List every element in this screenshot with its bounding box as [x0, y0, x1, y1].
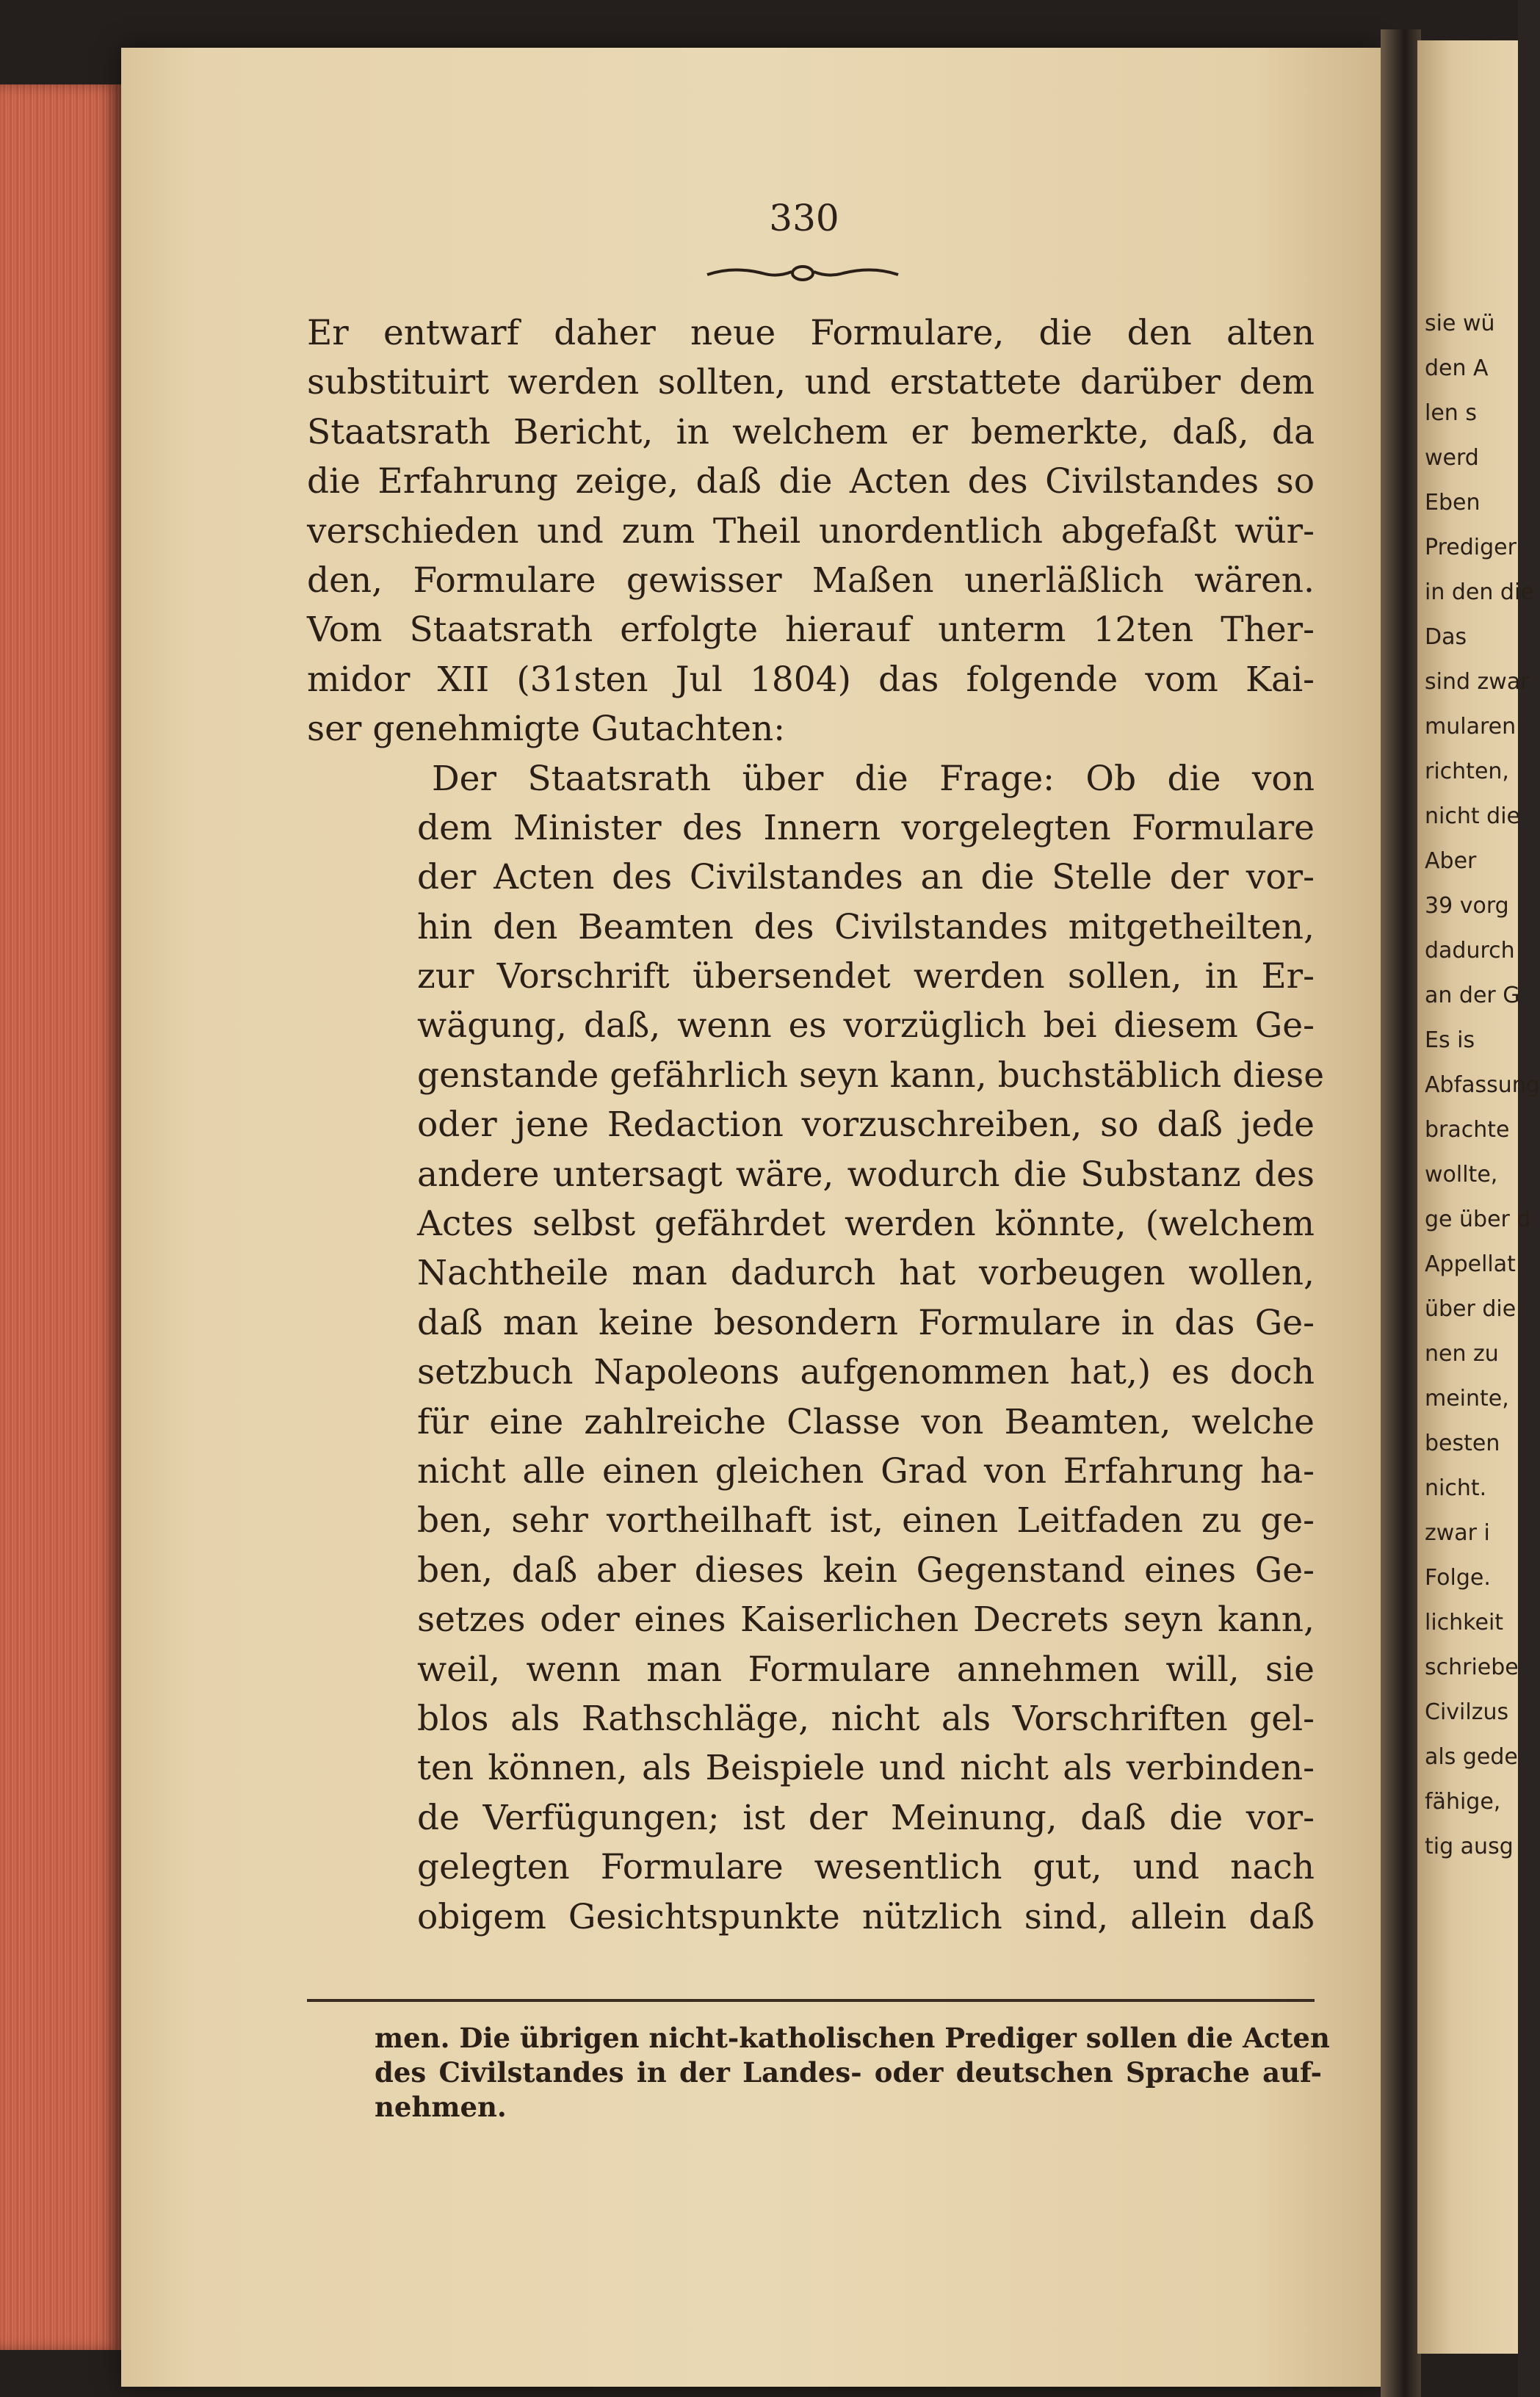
- facing-page-line: an der G: [1425, 983, 1520, 1008]
- facing-page-line: mularen: [1425, 714, 1516, 740]
- facing-page-line: schriebe: [1425, 1655, 1519, 1680]
- text-line: verschieden und zum Theil unordentlich abgefaßt wür-: [307, 510, 1315, 552]
- facing-page-line: nen zu: [1425, 1341, 1499, 1367]
- footnote: [375, 2021, 1330, 2125]
- facing-page-line: len s: [1425, 400, 1477, 426]
- facing-page-line: besten: [1425, 1431, 1500, 1456]
- facing-page-text: [1425, 301, 1540, 1869]
- text-line: substituirt werden sollten, und erstattete darüber dem: [307, 362, 1315, 403]
- ornament-divider: [704, 263, 902, 283]
- text-line: gelegten Formulare wesentlich gut, und nach: [417, 1847, 1315, 1888]
- text-line: ben, sehr vortheilhaft ist, einen Leitfaden zu ge-: [417, 1500, 1315, 1541]
- book-gutter: [1381, 29, 1421, 2397]
- text-line: Vom Staatsrath erfolgte hierauf unterm 12ten Ther-: [307, 610, 1315, 651]
- facing-page-line: Appellat: [1425, 1251, 1516, 1277]
- page-edges: [0, 84, 121, 2350]
- facing-page-line: nicht.: [1425, 1475, 1487, 1501]
- text-line: hin den Beamten des Civilstandes mitgetheilten,: [417, 906, 1315, 947]
- facing-page-line: zwar i: [1425, 1520, 1490, 1546]
- facing-page-line: tig ausg: [1425, 1834, 1514, 1859]
- text-line: setzbuch Napoleons aufgenommen hat,) es doch: [417, 1352, 1315, 1393]
- facing-page-line: über die: [1425, 1296, 1516, 1322]
- facing-page-line: Aber: [1425, 848, 1477, 874]
- text-line: ser genehmigte Gutachten:: [307, 709, 786, 750]
- facing-page-line: nicht die: [1425, 803, 1520, 829]
- text-line: de Verfügungen; ist der Meinung, daß die vor-: [417, 1797, 1315, 1838]
- facing-page-line: Das: [1425, 624, 1467, 650]
- text-line: für eine zahlreiche Classe von Beamten, welche: [417, 1401, 1315, 1442]
- page-number: 330: [769, 197, 839, 239]
- main-text: [307, 308, 1325, 1942]
- text-line: Er entwarf daher neue Formulare, die den alten: [307, 313, 1315, 353]
- footnote-line: men. Die übrigen nicht-katholischen Prediger sollen die Acten: [375, 2022, 1330, 2054]
- facing-page-line: Civilzus: [1425, 1699, 1509, 1725]
- facing-page-line: werd: [1425, 445, 1479, 471]
- facing-page-line: Abfassung: [1425, 1072, 1540, 1098]
- text-line: weil, wenn man Formulare annehmen will, sie: [417, 1649, 1315, 1690]
- text-line: obigem Gesichtspunkte nützlich sind, allein daß: [417, 1896, 1315, 1937]
- footnote-line: nehmen.: [375, 2091, 507, 2123]
- text-line: daß man keine besondern Formulare in das Ge-: [417, 1302, 1315, 1343]
- facing-page-line: 39 vorg: [1425, 893, 1509, 919]
- text-line: die Erfahrung zeige, daß die Acten des Civilstandes so: [307, 461, 1315, 502]
- text-line: Staatsrath Bericht, in welchem er bemerkte, daß, da: [307, 411, 1315, 452]
- text-line: Der Staatsrath über die Frage: Ob die von: [432, 758, 1315, 799]
- text-line: blos als Rathschläge, nicht als Vorschriften gel-: [417, 1698, 1315, 1739]
- text-line: der Acten des Civilstandes an die Stelle der vor-: [417, 857, 1315, 898]
- facing-page-line: ge über d: [1425, 1207, 1531, 1232]
- text-line: dem Minister des Innern vorgelegten Formulare: [417, 807, 1315, 848]
- facing-page-line: den A: [1425, 355, 1489, 381]
- text-line: nicht alle einen gleichen Grad von Erfahrung ha-: [417, 1450, 1315, 1492]
- facing-page-line: dadurch: [1425, 938, 1515, 964]
- footnote-rule: [307, 1999, 1315, 2002]
- facing-page-line: Prediger: [1425, 535, 1516, 560]
- text-line: zur Vorschrift übersendet werden sollen, in Er-: [417, 956, 1315, 997]
- facing-page-line: als gede: [1425, 1744, 1518, 1770]
- facing-page-line: Folge.: [1425, 1565, 1491, 1591]
- text-line: ben, daß aber dieses kein Gegenstand eines Ge-: [417, 1550, 1315, 1591]
- facing-page-line: Es is: [1425, 1027, 1475, 1053]
- text-line: setzes oder eines Kaiserlichen Decrets seyn kann,: [417, 1599, 1315, 1641]
- text-line: andere untersagt wäre, wodurch die Substanz des: [417, 1154, 1315, 1195]
- facing-page-line: fähige,: [1425, 1789, 1501, 1815]
- text-line: wägung, daß, wenn es vorzüglich bei diesem Ge-: [417, 1005, 1315, 1046]
- text-line: Nachtheile man dadurch hat vorbeugen wollen,: [417, 1253, 1315, 1294]
- facing-page-line: in den die: [1425, 579, 1534, 605]
- facing-page-line: wollte,: [1425, 1162, 1498, 1187]
- text-line: midor XII (31sten Jul 1804) das folgende vom Kai-: [307, 659, 1315, 700]
- text-line: oder jene Redaction vorzuschreiben, so daß jede: [417, 1104, 1315, 1146]
- facing-page-line: sie wü: [1425, 311, 1495, 336]
- facing-page-line: richten,: [1425, 759, 1509, 784]
- facing-page-line: sind zwar: [1425, 669, 1530, 695]
- text-line: genstande gefährlich seyn kann, buchstäblich diese: [417, 1055, 1325, 1096]
- footnote-line: des Civilstandes in der Landes- oder deutschen Sprache auf-: [375, 2056, 1322, 2089]
- facing-page-line: Eben: [1425, 490, 1481, 516]
- facing-page-line: brachte: [1425, 1117, 1510, 1143]
- text-line: Actes selbst gefährdet werden könnte, (welchem: [417, 1204, 1315, 1245]
- facing-page-line: meinte,: [1425, 1386, 1509, 1411]
- text-line: den, Formulare gewisser Maßen unerläßlich wären.: [307, 560, 1315, 601]
- text-line: ten können, als Beispiele und nicht als verbinden-: [417, 1748, 1315, 1789]
- facing-page-line: lichkeit: [1425, 1610, 1504, 1635]
